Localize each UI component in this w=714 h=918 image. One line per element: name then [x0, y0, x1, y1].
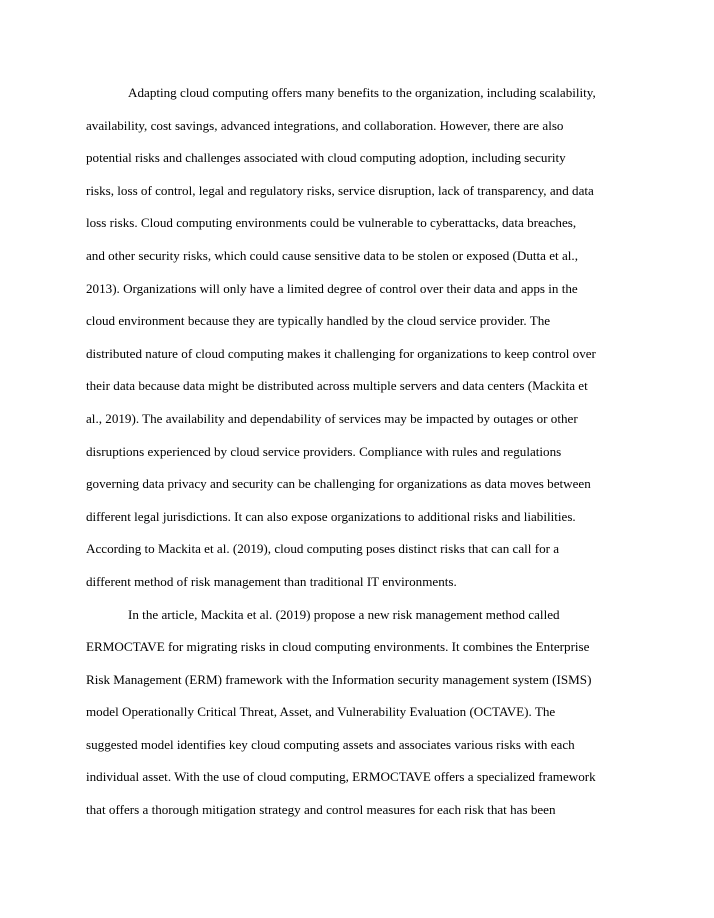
text-line: individual asset. With the use of cloud computing, ERMOCTAVE offers a specialized framework — [86, 769, 596, 785]
text-line: loss risks. Cloud computing environments could be vulnerable to cyberattacks, data breaches, — [86, 215, 577, 231]
text-line: risks, loss of control, legal and regulatory risks, service disruption, lack of transparency, and data — [86, 182, 594, 198]
text-line: suggested model identifies key cloud computing assets and associates various risks with each — [86, 736, 575, 752]
text-line: that offers a thorough mitigation strategy and control measures for each risk that has been — [86, 802, 556, 818]
text-line: their data because data might be distributed across multiple servers and data centers (Mackita et — [86, 378, 588, 394]
text-line: different legal jurisdictions. It can also expose organizations to additional risks and liabilities. — [86, 508, 576, 524]
text-line: cloud environment because they are typically handled by the cloud service provider. The — [86, 313, 551, 329]
text-line: Adapting cloud computing offers many benefits to the organization, including scalability, — [128, 85, 596, 100]
text-line: According to Mackita et al. (2019), cloud computing poses distinct risks that can call for a — [86, 541, 560, 557]
text-line: 2013). Organizations will only have a limited degree of control over their data and apps in the — [86, 280, 578, 296]
text-line: and other security risks, which could cause sensitive data to be stolen or exposed (Dutta et al., — [86, 247, 578, 263]
text-line: distributed nature of cloud computing makes it challenging for organizations to keep control over — [86, 345, 596, 361]
text-line: ERMOCTAVE for migrating risks in cloud computing environments. It combines the Enterprise — [86, 639, 590, 655]
text-line: model Operationally Critical Threat, Asset, and Vulnerability Evaluation (OCTAVE). The — [86, 704, 556, 720]
text-line: different method of risk management than traditional IT environments. — [86, 573, 457, 589]
text-line: Risk Management (ERM) framework with the Information security management system (ISMS) — [86, 671, 592, 687]
text-line: al., 2019). The availability and dependability of services may be impacted by outages or other — [86, 410, 578, 426]
text-line: availability, cost savings, advanced integrations, and collaboration. However, there are also — [86, 117, 564, 133]
text-line: governing data privacy and security can be challenging for organizations as data moves between — [86, 476, 591, 492]
text-line: potential risks and challenges associated with cloud computing adoption, including security — [86, 150, 566, 166]
text-line: In the article, Mackita et al. (2019) propose a new risk management method called — [128, 606, 560, 622]
text-line: disruptions experienced by cloud service providers. Compliance with rules and regulations — [86, 443, 562, 459]
body-text — [86, 80, 642, 830]
